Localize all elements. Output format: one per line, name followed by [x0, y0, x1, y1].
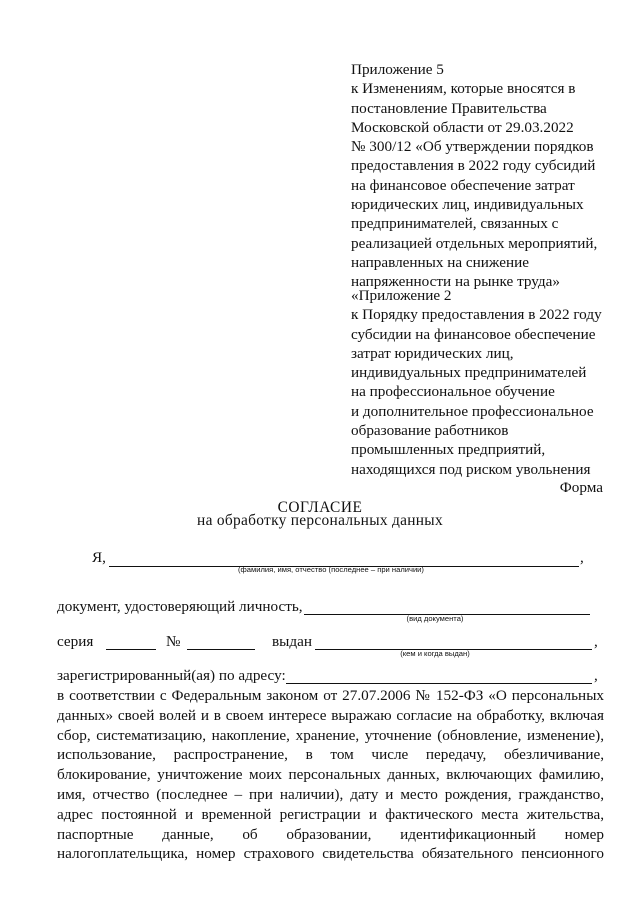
appendix-5-line: напряженности на рынке труда» — [351, 273, 560, 291]
body-line: блокирование, уничтожение моих персональных данных, включающих фамилию, — [57, 766, 604, 784]
appendix-5-header — [351, 60, 611, 292]
consent-body — [57, 686, 604, 864]
appendix-5-line: предоставления в 2022 году субсидий — [351, 157, 596, 175]
appendix-2-line: промышленных предприятий, — [351, 441, 546, 459]
issued-hint: (кем и когда выдан) — [400, 649, 470, 658]
appendix-5-line: Приложение 5 — [351, 61, 444, 78]
document-subtitle: на обработку персональных данных — [197, 512, 443, 529]
appendix-2-line: индивидуальных предпринимателей — [351, 364, 587, 382]
name-hint: (фамилия, имя, отчество (последнее – при наличии) — [238, 565, 424, 574]
identity-document-hint: (вид документа) — [406, 614, 464, 623]
appendix-2-line: затрат юридических лиц, — [351, 344, 514, 362]
body-line: имя, отчество (последнее – при наличии), дату и место рождения, гражданство, — [57, 785, 604, 803]
appendix-2-line: на профессиональное обучение — [351, 383, 555, 401]
appendix-5-line: Московской области от 29.03.2022 — [351, 118, 574, 136]
appendix-2-line: к Порядку предоставления в 2022 году — [351, 306, 602, 324]
name-comma: , — [580, 549, 584, 566]
appendix-5-line: постановление Правительства — [351, 99, 547, 117]
appendix-2-header — [351, 286, 611, 479]
body-line: данных» своей волей и в своем интересе выражаю согласие на обработку, включая — [57, 706, 604, 724]
body-line: паспортные данные, об образовании, идентификационный номер — [57, 825, 604, 843]
body-line: использование, распространение, в том числе передачу, обезличивание, — [57, 746, 604, 764]
appendix-5-line: предпринимателей, связанных с — [351, 215, 559, 233]
body-line: адрес постоянной и временной регистрации и фактического места жительства, — [57, 805, 604, 823]
body-line: в соответствии с Федеральным законом от 27.07.2006 № 152-ФЗ «О персональных — [57, 687, 604, 704]
appendix-5-line: на финансовое обеспечение затрат — [351, 176, 575, 194]
appendix-2-line: «Приложение 2 — [351, 287, 452, 304]
number-input-line[interactable] — [187, 649, 255, 650]
series-input-line[interactable] — [106, 649, 156, 650]
appendix-2-line: субсидии на финансовое обеспечение — [351, 325, 596, 343]
number-label: № — [166, 633, 181, 650]
appendix-5-line: к Изменениям, которые вносятся в — [351, 80, 576, 98]
appendix-5-line: юридических лиц, индивидуальных — [351, 196, 584, 214]
identity-document-label: документ, удостоверяющий личность, — [57, 598, 303, 615]
document-title: СОГЛАСИЕ — [277, 499, 363, 516]
appendix-2-line: и дополнительное профессиональное — [351, 402, 594, 420]
appendix-5-line: реализацией отдельных мероприятий, — [351, 234, 598, 252]
series-label: серия — [57, 633, 94, 650]
appendix-2-line: образование работников — [351, 422, 509, 440]
body-line: налогоплательщика, номер страхового свидетельства обязательного пенсионного — [57, 845, 604, 863]
appendix-5-line: направленных на снижение — [351, 253, 529, 271]
address-input-line[interactable] — [286, 683, 592, 684]
name-label: Я, — [92, 549, 106, 566]
issued-label: выдан — [272, 633, 312, 650]
address-label: зарегистрированный(ая) по адресу: — [57, 667, 286, 684]
appendix-2-line: находящихся под риском увольнения — [351, 460, 591, 478]
body-line: сбор, систематизацию, накопление, хранение, уточнение (обновление, изменение), — [57, 726, 604, 744]
form-label: Форма — [559, 479, 603, 496]
address-comma: , — [594, 667, 598, 684]
appendix-5-line: № 300/12 «Об утверждении порядков — [351, 138, 594, 156]
issued-comma: , — [594, 633, 598, 650]
